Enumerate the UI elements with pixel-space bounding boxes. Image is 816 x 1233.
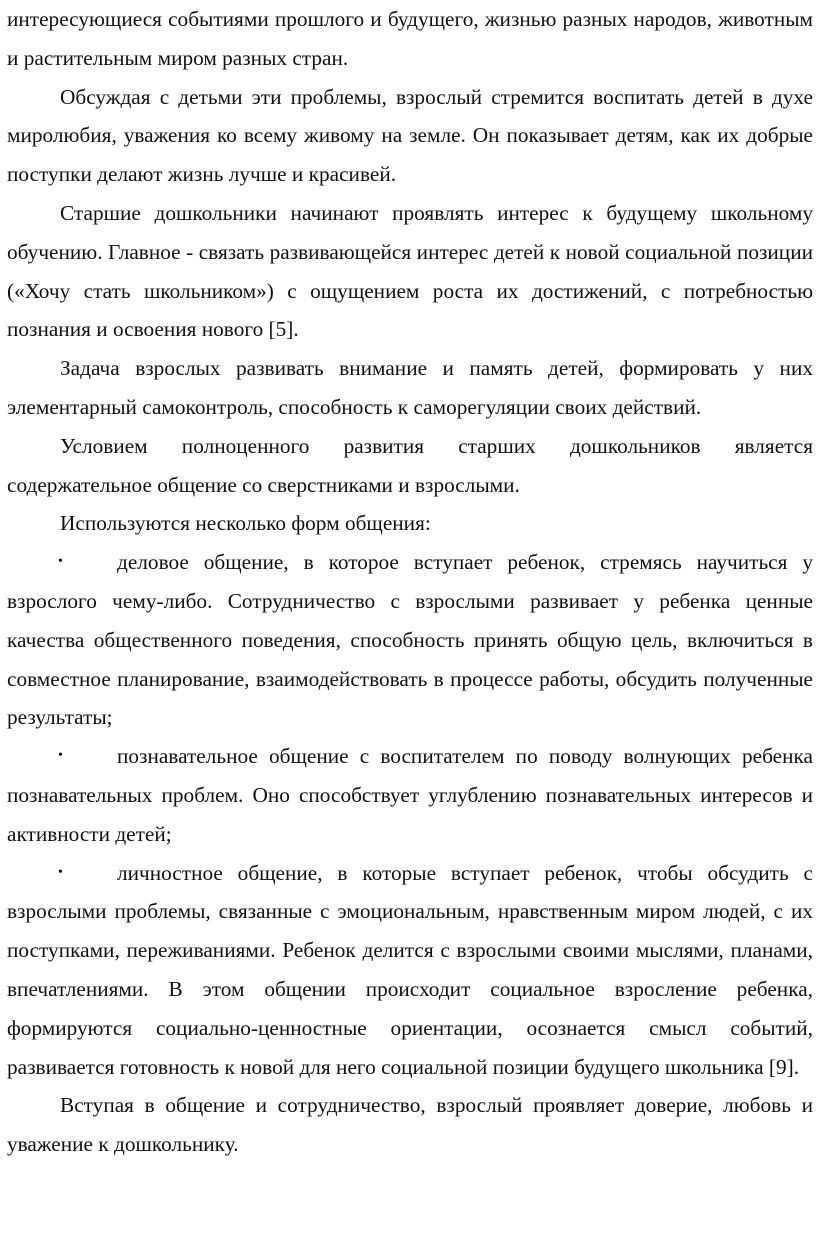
bullet-marker: •	[58, 554, 63, 570]
list-item-text: познавательное общение с воспитателем по поводу волнующих ребенка познавательных проблем. Оно способствует углублению познавательных интересов и активности детей;	[7, 744, 813, 846]
paragraph-3: Старшие дошкольники начинают проявлять интерес к будущему школьному обучению. Главное - связать развивающейся интерес детей к новой социальной позиции («Хочу стать школьником») с ощущением роста их достижений, с потребностью познания и освоения нового [5].	[7, 200, 813, 342]
list-item-business-communication	[7, 543, 813, 737]
list-item-text: личностное общение, в которые вступает ребенок, чтобы обсудить с взрослыми проблемы, связанные с эмоциональным, нравственным миром людей, с их поступками, переживаниями. Ребенок делится с взрослыми своими мыслями, планами, впечатлениями. В этом общении происходит социальное взросление ребенка, формируются социально-ценностные ориентации, осознается смысл событий, развивается готовность к новой для него социальной позиции будущего школьника [9].	[7, 860, 813, 1079]
paragraph-4: Задача взрослых развивать внимание и память детей, формировать у них элементарный самоконтроль, способность к саморегуляции своих действий.	[7, 356, 813, 419]
bullet-marker: •	[58, 864, 63, 880]
paragraph-1: интересующиеся событиями прошлого и будущего, жизнью разных народов, животным и растительным миром разных стран.	[7, 7, 813, 70]
list-item-personal-communication	[7, 854, 813, 1087]
paragraph-6: Используются несколько форм общения:	[60, 511, 431, 536]
paragraph-2: Обсуждая с детьми эти проблемы, взрослый стремится воспитать детей в духе миролюбия, уважения ко всему живому на земле. Он показывает детям, как их добрые поступки делают жизнь лучше и красивей.	[7, 84, 813, 187]
document-page	[7, 0, 813, 1164]
bullet-marker: •	[58, 748, 63, 764]
list-item-cognitive-communication	[7, 737, 813, 853]
list-item-text: деловое общение, в которое вступает ребенок, стремясь научиться у взрослого чему-либо. Сотрудничество с взрослыми развивает у ребенка ценные качества общественного поведения, способность принять общую цель, включиться в совместное планирование, взаимодействовать в процессе работы, обсудить полученные результаты;	[7, 550, 813, 730]
paragraph-final: Вступая в общение и сотрудничество, взрослый проявляет доверие, любовь и уважение к дошкольнику.	[7, 1093, 813, 1157]
paragraph-5: Условием полноценного развития старших дошкольников является содержательное общение со сверстниками и взрослыми.	[7, 433, 813, 497]
